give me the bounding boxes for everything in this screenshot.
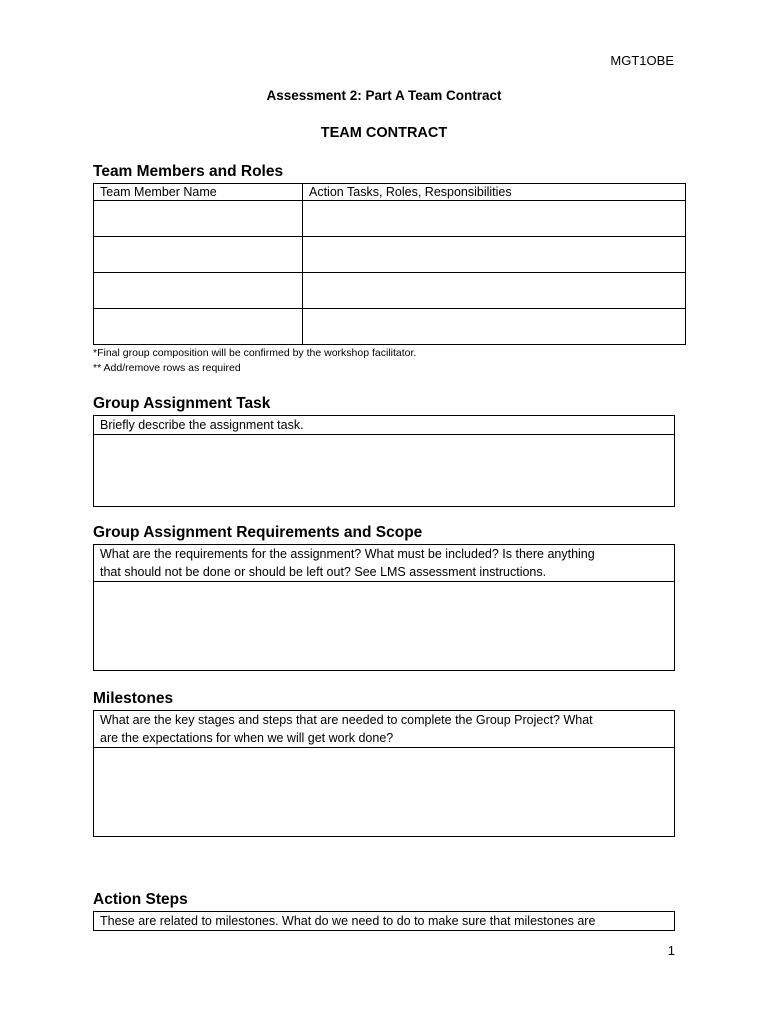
action-steps-table bbox=[93, 911, 675, 931]
task-answer-cell[interactable] bbox=[94, 435, 675, 507]
milestones-prompt-row bbox=[94, 711, 675, 748]
scope-prompt-line: that should not be done or should be left out? See LMS assessment instructions. bbox=[100, 565, 547, 579]
table-row bbox=[94, 273, 686, 309]
milestones-table bbox=[93, 710, 675, 837]
scope-table bbox=[93, 544, 675, 671]
scope-answer-cell[interactable] bbox=[94, 582, 675, 671]
scope-answer-row bbox=[94, 582, 675, 671]
milestones-answer-row bbox=[94, 748, 675, 837]
page-number: 1 bbox=[667, 943, 675, 958]
rows-note: ** Add/remove rows as required bbox=[93, 362, 241, 374]
table-row bbox=[94, 237, 686, 273]
milestones-prompt bbox=[94, 711, 675, 748]
members-table bbox=[93, 183, 686, 345]
scope-heading: Group Assignment Requirements and Scope bbox=[93, 524, 423, 541]
task-answer-row bbox=[94, 435, 675, 507]
assessment-title: Assessment 2: Part A Team Contract bbox=[266, 88, 502, 103]
column-header-roles: Action Tasks, Roles, Responsibilities bbox=[303, 184, 686, 201]
column-header-name: Team Member Name bbox=[94, 184, 303, 201]
scope-prompt bbox=[94, 545, 675, 582]
task-heading: Group Assignment Task bbox=[93, 395, 271, 412]
member-roles-cell[interactable] bbox=[303, 309, 686, 345]
member-roles-cell[interactable] bbox=[303, 237, 686, 273]
member-name-cell[interactable] bbox=[94, 309, 303, 345]
task-prompt-row bbox=[94, 416, 675, 435]
composition-note: *Final group composition will be confirmed by the workshop facilitator. bbox=[93, 347, 417, 359]
table-row bbox=[94, 201, 686, 237]
milestones-prompt-line: What are the key stages and steps that are needed to complete the Group Project? What bbox=[100, 713, 593, 727]
milestones-heading: Milestones bbox=[93, 690, 174, 707]
milestones-answer-cell[interactable] bbox=[94, 748, 675, 837]
scope-prompt-line: What are the requirements for the assignment? What must be included? Is there anything bbox=[100, 547, 595, 561]
scope-prompt-row bbox=[94, 545, 675, 582]
table-row bbox=[94, 309, 686, 345]
task-table bbox=[93, 415, 675, 507]
member-name-cell[interactable] bbox=[94, 201, 303, 237]
task-prompt: Briefly describe the assignment task. bbox=[94, 416, 675, 435]
milestones-prompt-line: are the expectations for when we will get work done? bbox=[100, 731, 394, 745]
action-prompt-row bbox=[94, 912, 675, 931]
member-roles-cell[interactable] bbox=[303, 273, 686, 309]
action-steps-heading: Action Steps bbox=[93, 891, 188, 908]
action-prompt: These are related to milestones. What do we need to do to make sure that milestones are bbox=[94, 912, 675, 931]
member-roles-cell[interactable] bbox=[303, 201, 686, 237]
members-heading: Team Members and Roles bbox=[93, 163, 284, 180]
member-name-cell[interactable] bbox=[94, 237, 303, 273]
member-name-cell[interactable] bbox=[94, 273, 303, 309]
contract-title: TEAM CONTRACT bbox=[320, 125, 448, 141]
course-code: MGT1OBE bbox=[610, 53, 674, 68]
table-header-row bbox=[94, 184, 686, 201]
